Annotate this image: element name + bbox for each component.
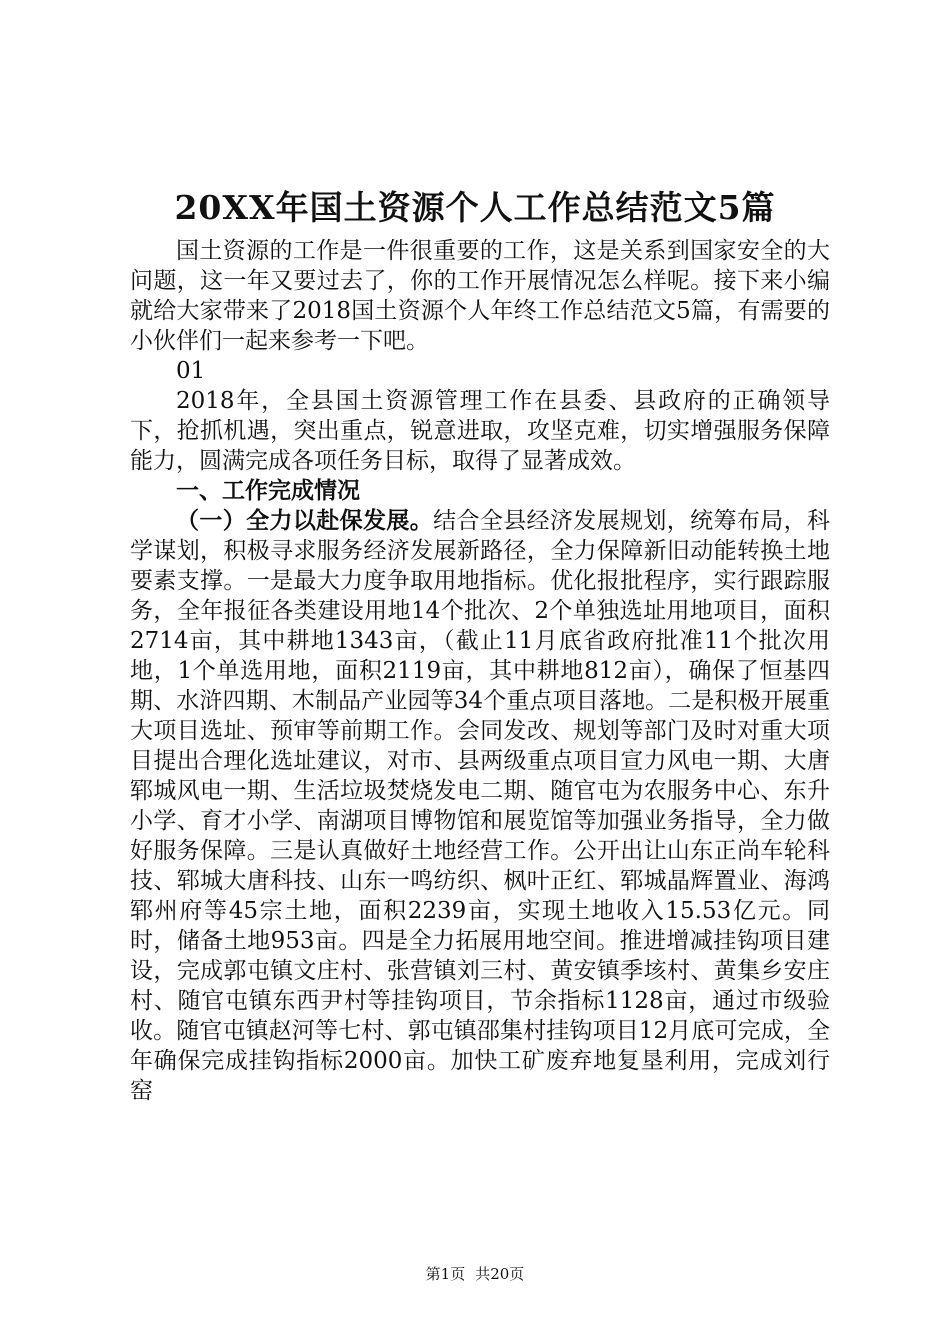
page-footer <box>0 1264 950 1284</box>
document-body <box>130 236 830 1106</box>
summary-paragraph: 2018年，全县国土资源管理工作在县委、县政府的正确领导下，抢抓机遇，突出重点，锐意进取，攻坚克难，切实增强服务保障能力，圆满完成各项任务目标，取得了显著成效。 <box>130 388 830 474</box>
item-body: 结合全县经济发展规划，统筹布局，科学谋划，积极寻求服务经济发展新路径，全力保障新旧动能转换土地要素支撑。一是最大力度争取用地指标。优化报批程序，实行跟踪服务，全年报征各类建设用地14个批次、2个单独选址用地项目，面积2714亩，其中耕地1343亩，（截止11月底省政府批准11个批次用地，1个单选用地，面积2119亩，其中耕地812亩），确保了恒基四期、水浒四期、木制品产业园等34个重点项目落地。二是积极开展重大项目选址、预审等前期工作。会同发改、规划等部门及时对重大项目提出合理化选址建议，对市、县两级重点项目宣力风电一期、大唐郓城风电一期、生活垃圾焚烧发电二期、随官屯为农服务中心、东升小学、育才小学、南湖项目博物馆和展览馆等加强业务指导，全力做好服务保障。三是认真做好土地经营工作。公开出让山东正尚车轮科技、郓城大唐科技、山东一鸣纺织、枫叶正红、郓城晶辉置业、海鸿郓州府等45宗土地，面积2239亩，实现土地收入15.53亿元。同时，储备土地953亩。四是全力拓展用地空间。推进增减挂钩项目建设，完成郭屯镇文庄村、张营镇刘三村、黄安镇季垓村、黄集乡安庄村、随官屯镇东西尹村等挂钩项目，节余指标1128亩，通过市级验收。随官屯镇赵河等七村、郭屯镇邵集村挂钩项目12月底可完成，全年确保完成挂钩指标2000亩。加快工矿废弃地复垦利用，完成刘行窑 <box>130 508 831 1104</box>
document-title: 20XX年国土资源个人工作总结范文5篇 <box>174 188 776 227</box>
intro-paragraph: 国土资源的工作是一件很重要的工作，这是关系到国家安全的大问题，这一年又要过去了，你的工作开展情况怎么样呢。接下来小编就给大家带来了2018国土资源个人年终工作总结范文5篇，有需要的小伙伴们一起来参考一下吧。 <box>130 238 830 354</box>
item-lead: （一）全力以赴保发展。 <box>176 508 434 534</box>
section-number: 01 <box>176 358 206 384</box>
page-number-total: 共20页 <box>475 1265 525 1283</box>
item-paragraph <box>130 506 830 1106</box>
section-heading: 一、工作完成情况 <box>176 478 360 504</box>
page-number-current: 第1页 <box>425 1265 466 1283</box>
